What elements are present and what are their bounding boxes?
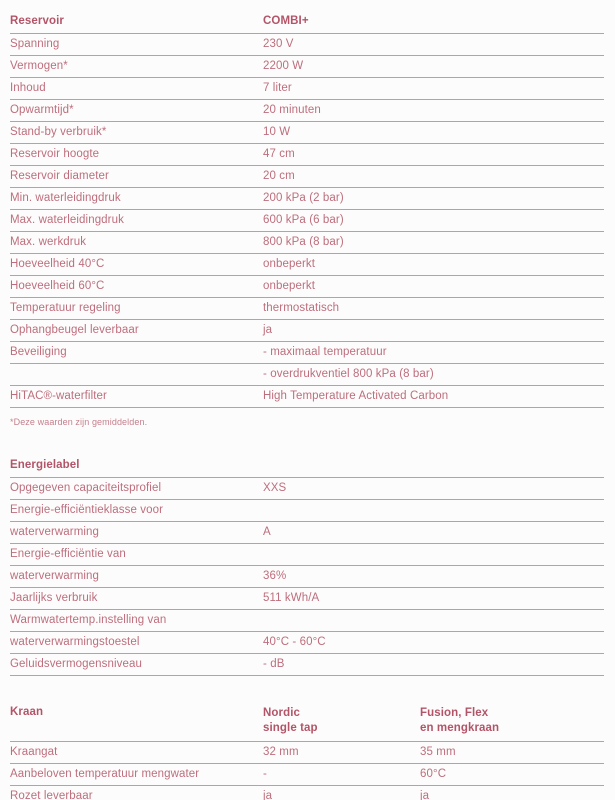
row-value-nordic: ja: [263, 790, 273, 800]
kraan-col-fusion-line1: Fusion, Flex: [420, 707, 489, 719]
row-label: Vermogen*: [10, 60, 68, 72]
row-label: Ophangbeugel leverbaar: [10, 324, 139, 336]
row-value-nordic: 32 mm: [263, 746, 299, 758]
row-label: Warmwatertemp.instelling van: [10, 614, 167, 626]
row-label: Kraangat: [10, 746, 58, 758]
table-row: [10, 566, 604, 588]
table-row: [10, 298, 604, 320]
table-row: [10, 764, 604, 786]
row-value: 40°C - 60°C: [263, 636, 326, 648]
row-label: waterverwarming: [10, 526, 100, 538]
kraan-col-nordic-header: [263, 706, 420, 736]
row-label: waterverwarming: [10, 570, 100, 582]
table-row: [10, 144, 604, 166]
row-label: waterverwarmingstoestel: [10, 636, 140, 648]
row-value: 20 cm: [263, 170, 295, 182]
row-label: Hoeveelheid 40°C: [10, 258, 105, 270]
row-label: Rozet leverbaar: [10, 790, 93, 800]
table-row: [10, 654, 604, 676]
table-row: [10, 478, 604, 500]
row-label: Stand-by verbruik*: [10, 126, 107, 138]
row-label: Min. waterleidingdruk: [10, 192, 121, 204]
row-value: onbeperkt: [263, 280, 316, 292]
row-label: Energie-efficiëntie van: [10, 548, 126, 560]
table-row: [10, 34, 604, 56]
table-row: [10, 588, 604, 610]
kraan-col-nordic-line2: single tap: [263, 722, 318, 734]
table-row: [10, 232, 604, 254]
section-title-energielabel: Energielabel: [10, 459, 80, 471]
table-row: [10, 276, 604, 298]
kraan-col-fusion-header: [420, 706, 604, 736]
row-value: ja: [263, 324, 273, 336]
row-value: 7 liter: [263, 82, 292, 94]
row-label: Energie-efficiëntieklasse voor: [10, 504, 164, 516]
table-row: [10, 78, 604, 100]
row-label: Hoeveelheid 60°C: [10, 280, 105, 292]
row-value: High Temperature Activated Carbon: [263, 390, 449, 402]
row-label: Max. waterleidingdruk: [10, 214, 124, 226]
energielabel-header-row: [10, 454, 604, 478]
row-label: Aanbeloven temperatuur mengwater: [10, 768, 200, 780]
table-row: [10, 742, 604, 764]
table-row: [10, 320, 604, 342]
table-row: [10, 166, 604, 188]
section-title-reservoir: Reservoir: [10, 15, 64, 27]
row-label: Reservoir diameter: [10, 170, 109, 182]
row-value: 36%: [263, 570, 287, 582]
row-value: thermostatisch: [263, 302, 340, 314]
table-row: [10, 786, 604, 800]
row-value: 600 kPa (6 bar): [263, 214, 344, 226]
table-row: [10, 122, 604, 144]
row-label: Jaarlijks verbruik: [10, 592, 98, 604]
row-value-fusion: 35 mm: [420, 746, 456, 758]
table-row: [10, 188, 604, 210]
row-value: 2200 W: [263, 60, 304, 72]
averages-footnote: *Deze waarden zijn gemiddelden.: [10, 417, 148, 427]
kraan-col-fusion-line2: en mengkraan: [420, 722, 500, 734]
table-row: [10, 210, 604, 232]
table-row: [10, 56, 604, 78]
row-label: Reservoir hoogte: [10, 148, 100, 160]
table-row: [10, 254, 604, 276]
row-value: 47 cm: [263, 148, 295, 160]
section-title-kraan: Kraan: [10, 706, 44, 718]
table-row: [10, 342, 604, 364]
row-value: 200 kPa (2 bar): [263, 192, 344, 204]
row-value: 10 W: [263, 126, 291, 138]
row-label: Inhoud: [10, 82, 46, 94]
table-row: [10, 544, 604, 566]
row-value: 20 minuten: [263, 104, 321, 116]
row-value: A: [263, 526, 271, 538]
kraan-header-row: [10, 701, 604, 742]
kraan-col-nordic-line1: Nordic: [263, 707, 301, 719]
table-row: [10, 100, 604, 122]
row-value: 230 V: [263, 38, 294, 50]
table-row: [10, 610, 604, 632]
table-row: [10, 500, 604, 522]
kraan-section: [10, 701, 604, 800]
table-row: [10, 522, 604, 544]
row-label: Temperatuur regeling: [10, 302, 121, 314]
row-label: Spanning: [10, 38, 60, 50]
row-value: - overdrukventiel 800 kPa (8 bar): [263, 368, 434, 380]
row-value: XXS: [263, 482, 287, 494]
row-value: onbeperkt: [263, 258, 316, 270]
row-label: Geluidsvermogensniveau: [10, 658, 142, 670]
row-label: Opgegeven capaciteitsprofiel: [10, 482, 162, 494]
table-row: [10, 386, 604, 408]
row-label: Opwarmtijd*: [10, 104, 74, 116]
reservoir-model-name: COMBI+: [263, 15, 309, 27]
reservoir-header-row: [10, 10, 604, 34]
row-label: HiTAC®-waterfilter: [10, 390, 107, 402]
energielabel-section: [10, 454, 604, 676]
row-value: - maximaal temperatuur: [263, 346, 387, 358]
row-value: 800 kPa (8 bar): [263, 236, 344, 248]
table-row: [10, 632, 604, 654]
table-row: [10, 364, 604, 386]
row-label: Beveiliging: [10, 346, 67, 358]
row-label: Max. werkdruk: [10, 236, 87, 248]
row-value-fusion: ja: [420, 790, 430, 800]
row-value-fusion: 60°C: [420, 768, 447, 780]
reservoir-section: [10, 10, 604, 427]
row-value-nordic: -: [263, 768, 267, 780]
row-value: - dB: [263, 658, 285, 670]
row-value: 511 kWh/A: [263, 592, 320, 604]
